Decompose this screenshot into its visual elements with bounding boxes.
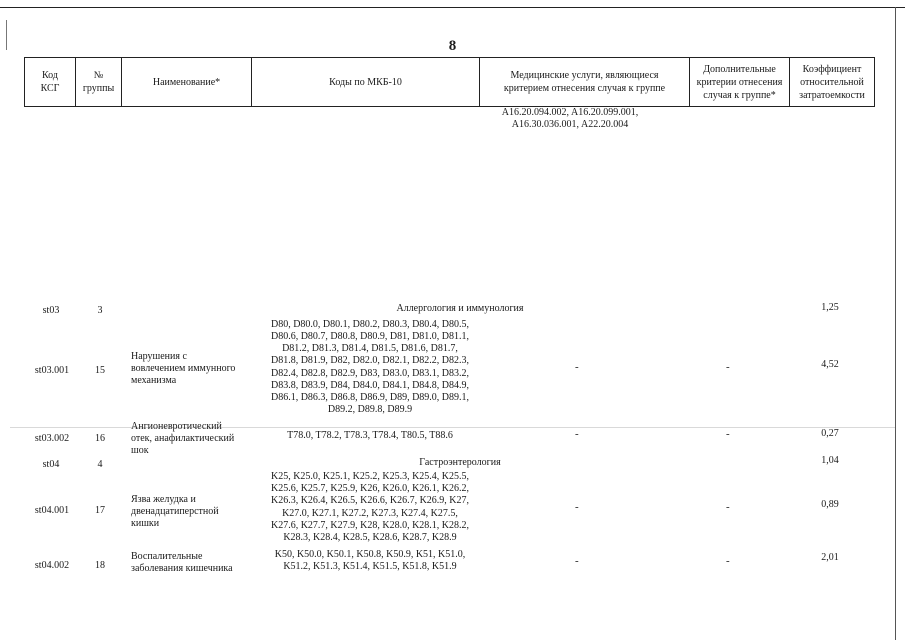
row-group: 17 [95,505,105,516]
criteria-value: - [726,428,730,440]
section-title: Аллергология и иммунология [396,303,524,314]
header-nomer-gruppy: № группы [76,58,122,106]
services-value: - [575,428,579,440]
row-code: st03 [42,305,60,316]
mkb-code-line: K50, K50.0, K50.1, K50.8, K50.9, K51, K51.0, [274,549,466,560]
header-kody-mkb: Коды по МКБ-10 [252,58,480,106]
row-name-line: шок [131,445,149,456]
row-group: 18 [95,560,105,571]
scan-edge-right [895,7,896,640]
mkb-code-line: K28.3, K28.4, K28.5, K28.6, K28.7, K28.9 [283,532,457,543]
row-code: st04.002 [34,560,70,571]
row-name-line: механизма [131,375,177,386]
criteria-value: - [726,555,730,567]
row-name-line: Язва желудка и [131,494,196,505]
mkb-code-line: K51.2, K51.3, K51.4, K51.5, K51.8, K51.9 [283,561,457,572]
row-name-line: двенадцатиперстной [131,506,219,517]
page-number: 8 [448,38,457,54]
carryover-services-line: A16.30.036.001, A22.20.004 [511,119,629,130]
row-coef: 4,52 [821,359,839,370]
header-med-uslugi: Медицинские услуги, являющиеся критерием отнесения случая к группе [480,58,690,106]
services-value: - [575,501,579,513]
row-coef: 0,27 [821,428,839,439]
row-name-line: Ангионевротический [131,421,222,432]
mkb-code-line: T78.0, T78.2, T78.3, T78.4, T80.5, T88.6 [287,430,453,441]
row-coef: 2,01 [821,552,839,563]
row-code: st03.002 [34,433,70,444]
mkb-code-line: D89.2, D89.8, D89.9 [327,404,413,415]
mkb-code-line: K25.6, K25.7, K25.9, K26, K26.0, K26.1, K26.2, [270,483,470,494]
section-title: Гастроэнтерология [419,457,501,468]
services-value: - [575,361,579,373]
row-name-line: кишки [131,518,160,529]
services-value: - [575,555,579,567]
criteria-value: - [726,501,730,513]
row-name-line: Воспалительные [131,551,203,562]
mkb-code-line: K25, K25.0, K25.1, K25.2, K25.3, K25.4, K25.5, [270,471,470,482]
mkb-code-line: D80, D80.0, D80.1, D80.2, D80.3, D80.4, D80.5, [270,319,470,330]
mkb-code-line: D83.8, D83.9, D84, D84.0, D84.1, D84.8, D84.9, [270,380,470,391]
mkb-code-line: K27.0, K27.1, K27.2, K27.3, K27.4, K27.5, [282,508,458,519]
row-group: 3 [97,305,103,316]
mkb-code-line: D81.2, D81.3, D81.4, D81.5, D81.6, D81.7, [282,343,458,354]
mkb-code-line: K26.3, K26.4, K26.5, K26.6, K26.7, K26.9, K27, [270,495,470,506]
row-name-line: отек, анафилактический [131,433,235,444]
row-coef: 1,04 [821,455,839,466]
row-group: 16 [95,433,105,444]
header-dop-kriterii: Дополнительные критерии отнесения случая к группе* [690,58,790,106]
row-coef: 1,25 [821,302,839,313]
mkb-code-line: D81.8, D81.9, D82, D82.0, D82.1, D82.2, D82.3, [270,355,470,366]
row-name-line: вовлечением иммунного [131,363,236,374]
header-kod-ksg: Код КСГ [25,58,76,106]
scan-edge-top [0,7,905,8]
mkb-code-line: D86.1, D86.3, D86.8, D86.9, D89, D89.0, D89.1, [270,392,470,403]
carryover-services-line: A16.20.094.002, A16.20.099.001, [501,107,639,118]
header-koeff: Коэффициент относительной затратоемкости [799,63,865,101]
row-code: st04.001 [34,505,70,516]
mkb-code-line: D82.4, D82.8, D82.9, D83, D83.0, D83.1, D83.2, [270,368,470,379]
row-code: st04 [42,459,60,470]
header-naimenovanie: Наименование* [122,58,252,106]
row-name-line: Нарушения с [131,351,187,362]
mkb-code-line: K27.6, K27.7, K27.9, K28, K28.0, K28.1, K28.2, [270,520,470,531]
row-group: 15 [95,365,105,376]
row-coef: 0,89 [821,499,839,510]
row-name-line: заболевания кишечника [131,563,233,574]
criteria-value: - [726,361,730,373]
table-header [24,57,875,107]
mkb-code-line: D80.6, D80.7, D80.8, D80.9, D81, D81.0, D81.1, [270,331,470,342]
row-code: st03.001 [34,365,70,376]
row-group: 4 [97,459,103,470]
